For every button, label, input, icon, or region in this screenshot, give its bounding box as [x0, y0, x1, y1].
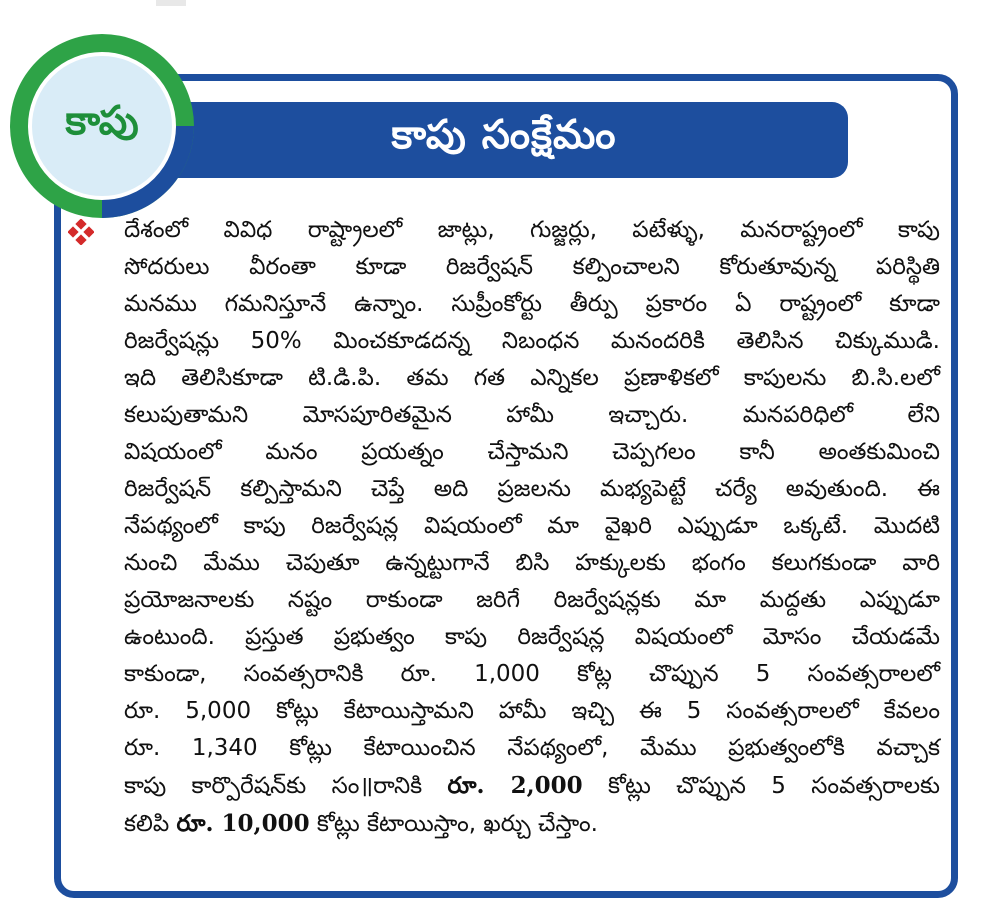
red-diamond-bullet-icon [68, 219, 94, 245]
body-line-5: ఇది తెలిసికూడా టి.డి.పి. తమ గత ఎన్నికల ప్రణాళికలో కాపులను బి.సి.లలో [124, 365, 940, 391]
body-line-10: నుంచి మేము చెపుతూ ఉన్నట్టుగానే బిసి హక్కులకు భంగం కలుగకుండా వారి [124, 550, 940, 576]
body-line-13: కాకుండా, సంవత్సరానికి రూ. 1,000 కోట్ల చొప్పున 5 సంవత్సరాలలో [124, 661, 940, 687]
body-line-2: సోదరులు వీరంతా కూడా రిజర్వేషన్ కల్పించాలని కోరుతూవున్న పరిస్థితి [124, 254, 940, 280]
body-line-17-start: కలిపి [124, 811, 177, 837]
body-line-1: దేశంలో వివిధ రాష్ట్రాలలో జాట్లు, గుజ్జర్లు, పటేళ్ళు, మనరాష్ట్రంలో కాపు [124, 217, 940, 243]
category-badge [4, 28, 200, 224]
body-line-4: రిజర్వేషన్లు 50% మించకూడదన్న నిబంధన మనందరికి తెలిసిన చిక్కుముడి. [124, 328, 940, 354]
body-line-11: ప్రయోజనాలకు నష్టం రాకుండా జరిగే రిజర్వేషన్లకు మా మద్దతు ఎప్పుడూ [124, 587, 940, 613]
body-line-16 [124, 767, 940, 805]
body-line-16-start: కాపు కార్పొరేషన్‌కు సం॥రానికి [124, 773, 448, 799]
body-line-17-end: కోట్లు కేటాయిస్తాం, ఖర్చు చేస్తాం. [309, 811, 598, 837]
body-line-3: మనము గమనిస్తూనే ఉన్నాం. సుప్రీంకోర్టు తీర్పు ప్రకారం ఏ రాష్ట్రంలో కూడా [124, 291, 940, 317]
body-line-15: రూ. 1,340 కోట్లు కేటాయించిన నేపథ్యంలో, మేము ప్రభుత్వంలోకి వచ్చాక [124, 735, 940, 761]
body-line-14: రూ. 5,000 కోట్లు కేటాయిస్తామని హామీ ఇచ్చి ఈ 5 సంవత్సరాలలో కేవలం [124, 698, 940, 724]
body-line-12: ఉంటుంది. ప్రస్తుత ప్రభుత్వం కాపు రిజర్వేషన్ల విషయంలో మోసం చేయడమే [124, 624, 940, 650]
body-paragraph [124, 212, 940, 843]
body-line-6: కలుపుతామని మోసపూరితమైన హామీ ఇచ్చారు. మనపరిధిలో లేని [124, 402, 940, 428]
top-edge-mark [156, 0, 186, 6]
amount-total: రూ. 10,000 [176, 810, 310, 837]
body-line-8: రిజర్వేషన్ కల్పిస్తామని చెప్తే అది ప్రజలను మభ్యపెట్టే చర్యే అవుతుంది. ఈ [124, 476, 940, 502]
page-title: కాపు సంక్షేమం [391, 112, 617, 158]
body-line-9: నేపథ్యంలో కాపు రిజర్వేషన్ల విషయంలో మా వైఖరి ఎప్పుడూ ఒక్కటే. మొదటి [124, 513, 940, 539]
badge-label: కాపు [65, 98, 139, 144]
body-line-17 [124, 805, 940, 843]
title-bar [160, 102, 848, 178]
amount-per-year: రూ. 2,000 [447, 772, 583, 799]
body-line-16-end: కోట్లు చొప్పున 5 సంవత్సరాలకు [582, 773, 940, 799]
body-line-7: విషయంలో మనం ప్రయత్నం చేస్తామని చెప్పగలం కానీ అంతకుమించి [124, 439, 940, 465]
